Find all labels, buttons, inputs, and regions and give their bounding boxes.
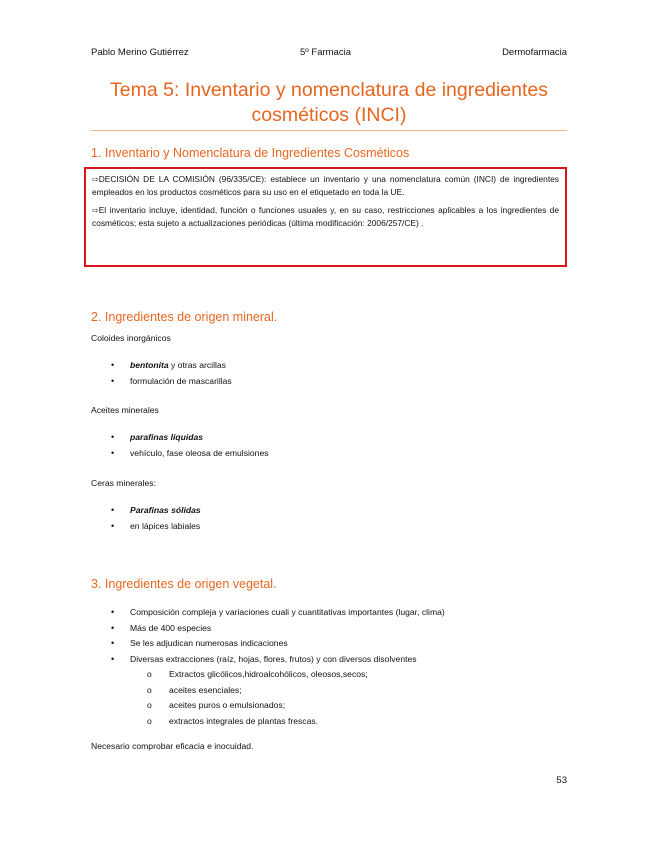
bullet-icon: • <box>111 638 115 648</box>
header-course: 5º Farmacia <box>300 47 351 58</box>
bullet-icon: • <box>111 622 115 633</box>
page-title: Tema 5: Inventario y nomenclatura de ingredientes cosméticos (INCI) <box>110 79 548 126</box>
sub-list <box>91 667 368 729</box>
page-header <box>91 47 567 61</box>
bullet-icon: • <box>111 505 115 515</box>
sub-list-item <box>91 683 368 699</box>
sub-list-item <box>91 667 368 683</box>
item-text: Composición compleja y variaciones cuali y cuantitativas importantes (lugar, clima) <box>130 607 445 617</box>
group-label: Aceites minerales <box>91 405 159 415</box>
item-text: Se les adjudican numerosas indicaciones <box>130 638 288 648</box>
box-paragraph-1 <box>92 173 559 199</box>
bullet-icon: • <box>111 653 115 664</box>
header-subject: Dermofarmacia <box>502 47 567 58</box>
list-item <box>91 358 232 374</box>
box-paragraph-1-text: DECISIÓN DE LA COMISIÓN (96/335/CE): establece un inventario y una nomenclatura común (INCI) de ingredientes empleados en los productos cosméticos para su uso en el etiquetado en toda la UE. <box>92 174 559 197</box>
sub-item-text: aceites puros o emulsionados; <box>169 700 286 710</box>
arrow-right-icon: ⇨ <box>92 206 99 215</box>
item-text: Diversas extracciones (raíz, hojas, flores, frutos) y con diversos disolventes <box>130 653 417 664</box>
title-divider <box>91 130 567 131</box>
closing-note: Necesario comprobar eficacia e inocuidad. <box>91 741 254 751</box>
box-paragraph-2 <box>92 204 559 230</box>
box-paragraph-2-text: El inventario incluye, identidad, función o funciones usuales y, en su caso, restricciones aplicables a los ingredientes de cosméticos; esta sujeto a actualizaciones periódicas (última modificación: 2006/257/CE) . <box>92 205 559 228</box>
list-item <box>91 519 201 535</box>
bullet-icon: • <box>111 375 115 386</box>
item-emphasis: bentonita <box>130 360 169 370</box>
list-item <box>91 605 445 621</box>
item-emphasis: Parafinas sólidas <box>130 505 201 515</box>
list-item <box>91 652 445 668</box>
circle-bullet-icon: o <box>147 700 152 710</box>
bullet-list <box>91 605 445 667</box>
highlight-box <box>84 167 567 267</box>
header-author: Pablo Merino Gutiérrez <box>91 47 189 58</box>
bullet-list <box>91 430 269 461</box>
circle-bullet-icon: o <box>147 669 152 679</box>
group-label: Ceras minerales: <box>91 478 156 488</box>
list-item <box>91 446 269 462</box>
list-item <box>91 430 269 446</box>
bullet-icon: • <box>111 607 115 617</box>
list-item <box>91 636 445 652</box>
page-number: 53 <box>556 775 567 786</box>
list-item <box>91 621 445 637</box>
item-emphasis: parafinas líquidas <box>130 432 204 442</box>
item-text: Más de 400 especies <box>130 622 212 633</box>
section-3-heading: 3. Ingredientes de origen vegetal. <box>91 577 277 591</box>
bullet-icon: • <box>111 360 115 370</box>
sub-item-text: aceites esenciales; <box>169 684 242 695</box>
sub-item-text: Extractos glicólicos,hidroalcohólicos, oleosos,secos; <box>169 669 368 679</box>
arrow-right-icon: ⇨ <box>92 175 99 184</box>
circle-bullet-icon: o <box>147 715 152 726</box>
list-item <box>91 374 232 390</box>
sub-list-item <box>91 698 368 714</box>
item-text: formulación de mascarillas <box>130 375 232 386</box>
bullet-icon: • <box>111 520 115 531</box>
sub-item-text: extractos integrales de plantas frescas. <box>169 715 319 726</box>
section-2-heading: 2. Ingredientes de origen mineral. <box>91 310 278 324</box>
sub-list-item <box>91 714 368 730</box>
group-label: Coloides inorgánicos <box>91 333 171 343</box>
section-1-heading: 1. Inventario y Nomenclatura de Ingredientes Cosméticos <box>91 146 410 160</box>
item-text: y otras arcillas <box>168 360 226 370</box>
item-text: vehículo, fase oleosa de emulsiones <box>130 447 269 458</box>
bullet-list <box>91 358 232 389</box>
circle-bullet-icon: o <box>147 684 152 695</box>
bullet-icon: • <box>111 447 115 458</box>
bullet-list <box>91 503 201 534</box>
list-item <box>91 503 201 519</box>
bullet-icon: • <box>111 432 115 442</box>
item-text: en lápices labiales <box>130 520 201 531</box>
